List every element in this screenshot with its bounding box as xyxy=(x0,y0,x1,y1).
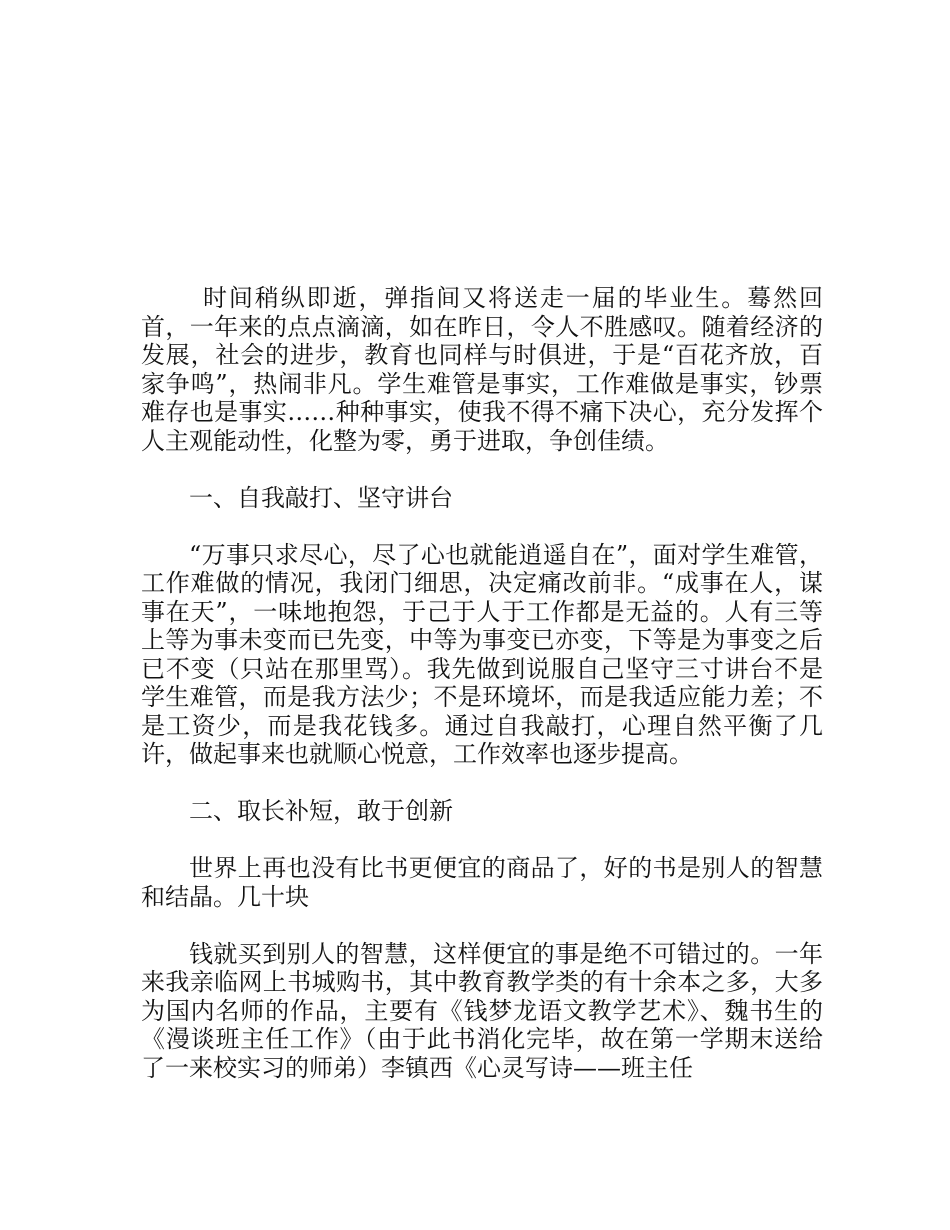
paragraph-gap xyxy=(141,826,823,855)
document-body xyxy=(141,284,823,1082)
section-heading-1: 一、自我敲打、坚守讲台 xyxy=(189,483,453,512)
paragraph-gap xyxy=(141,769,823,798)
section-1-paragraph: “万事只求尽心，尽了心也就能逍遥自在”，面对学生难管，工作难做的情况，我闭门细思，决定痛改前非。“成事在人，谋事在天”，一味地抱怨，于己于人于工作都是无益的。人有三等上等为事未变而已先变，中等为事变已亦变，下等是为事变之后已不变（只站在那里骂）。我先做到说服自己坚守三寸讲台不是学生难管，而是我方法少；不是环境坏，而是我适应能力差；不是工资少，而是我花钱多。通过自我敲打，心理自然平衡了几许，做起事来也就顺心悦意，工作效率也逐步提高。 xyxy=(141,540,823,768)
section-2-paragraph-1: 世界上再也没有比书更便宜的商品了，好的书是别人的智慧和结晶。几十块 xyxy=(141,854,823,911)
paragraph-gap xyxy=(141,911,823,940)
section-heading-2: 二、取长补短，敢于创新 xyxy=(189,797,453,825)
intro-paragraph: 时间稍纵即逝，弹指间又将送走一届的毕业生。蓦然回首，一年来的点点滴滴，如在昨日，令人不胜感叹。随着经济的发展，社会的进步，教育也同样与时俱进，于是“百花齐放，百家争鸣”，热闹非凡。学生难管是事实，工作难做是事实，钞票难存也是事实……种种事实，使我不得不痛下决心，充分发挥个人主观能动性，化整为零，勇于进取，争创佳绩。 xyxy=(141,284,823,455)
paragraph-gap xyxy=(141,455,823,484)
section-2-paragraph-2: 钱就买到别人的智慧，这样便宜的事是绝不可错过的。一年来我亲临网上书城购书，其中教育教学类的有十余本之多，大多为国内名师的作品，主要有《钱梦龙语文教学艺术》、魏书生的《漫谈班主任工作》（由于此书消化完毕，故在第一学期末送给了一来校实习的师弟）李镇西《心灵写诗——班主任 xyxy=(141,939,823,1082)
paragraph-gap xyxy=(141,512,823,541)
